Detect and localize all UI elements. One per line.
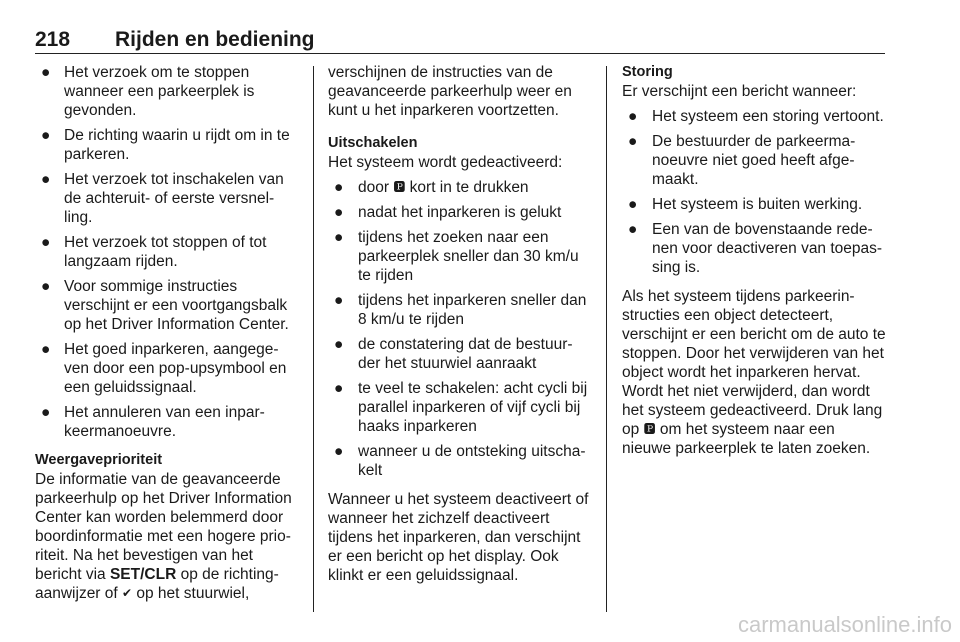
list-item: ● Het verzoek tot inschakelen van de achteruit- of eerste versnel-ling. [41, 171, 284, 226]
list-item: ● Het systeem een storing vertoont. [628, 108, 884, 125]
page-number: 218 [35, 28, 71, 51]
list-item: ● Het verzoek om te stoppen wanneer een parkeerplek is gevonden. [41, 64, 255, 119]
fault-list [622, 107, 886, 277]
watermark: carmanualsonline.info [737, 612, 952, 637]
object-detection-paragraph: Als het systeem tijdens parkeerin-structies een object detecteert, verschijnt er een bericht om de auto te stoppen. Door het verwijderen van het object wordt het inparkeren hervat. Wordt het niet verwijderd, dan wordt het systeem gedeactiveerd. Druk lang op 🅿︎ om het systeem naar een nieuwe parkeerplek te laten zoeken. [622, 288, 886, 457]
list-item: ● wanneer u de ontsteking uitscha-kelt [334, 443, 586, 479]
column-divider-1 [313, 66, 314, 612]
section-heading-display-priority: Weergaveprioriteit [35, 452, 163, 468]
list-item: ● Voor sommige instructies verschijnt er een voortgangsbalk op het Driver Information Center. [41, 278, 289, 333]
list-item: ● tijdens het zoeken naar een parkeerplek sneller dan 30 km/u te rijden [334, 229, 579, 284]
set-clr-label: SET/CLR [109, 566, 177, 583]
column-3 [622, 63, 886, 466]
column-1 [35, 63, 297, 611]
list-item: ● De bestuurder de parkeerma-noeuvre niet goed heeft afge-maakt. [628, 133, 856, 188]
list-item: ● Het annuleren van een inpar-keermanoeuvre. [41, 404, 265, 440]
list-item: ● de constatering dat de bestuur-der het stuurwiel aanraakt [334, 336, 573, 372]
list-item: ● nadat het inparkeren is gelukt [334, 204, 562, 221]
display-priority-paragraph: De informatie van de geavanceerde parkeerhulp op het Driver Information Center kan worden belemmerd door boordinformatie met een hogere prio-riteit. Na het bevestigen van het bericht via SET/CLR op de richting-aanwijzer of ✔ op het stuurwiel, [35, 471, 292, 602]
page-header [35, 28, 885, 54]
section-heading-fault: Storing [622, 64, 673, 80]
list-item: ● Het verzoek tot stoppen of tot langzaam rijden. [41, 234, 267, 270]
section-heading-deactivate: Uitschakelen [328, 135, 418, 151]
list-item: ● De richting waarin u rijdt om in te parkeren. [41, 127, 290, 163]
checkmark-icon: ✔ [122, 586, 133, 600]
deactivate-closing-paragraph: Wanneer u het systeem deactiveert of wanneer het zichzelf deactiveert tijdens het inparkeren, dan verschijnt er een bericht op het display. Ook klinkt er een geluidssignaal. [328, 491, 589, 584]
list-item: ● door 🅿︎ kort in te drukken [334, 179, 529, 196]
header-rule [35, 53, 885, 54]
list-item: ● te veel te schakelen: acht cycli bij parallel inparkeren of vijf cycli bij haaks inparkeren [334, 380, 588, 435]
park-assist-icon: 🅿︎ [643, 422, 656, 436]
list-item: ● Een van de bovenstaande rede-nen voor deactiveren van toepas-sing is. [628, 221, 883, 276]
fault-lead: Er verschijnt een bericht wanneer: [622, 83, 857, 100]
list-item: ● Het goed inparkeren, aangege-ven door een pop-upsymbool en een geluidssignaal. [41, 341, 287, 396]
chapter-title: Rijden en bediening [115, 28, 315, 51]
deactivate-lead: Het systeem wordt gedeactiveerd: [328, 154, 563, 171]
list-item: ● Het systeem is buiten werking. [628, 196, 863, 213]
column-2 [328, 63, 590, 593]
park-assist-icon: 🅿︎ [393, 180, 406, 194]
display-items-list [35, 63, 297, 441]
column-divider-2 [606, 66, 607, 612]
continuation-paragraph: verschijnen de instructies van de geavanceerde parkeerhulp weer en kunt u het inparkeren voortzetten. [328, 64, 572, 119]
list-item: ● tijdens het inparkeren sneller dan 8 km/u te rijden [334, 292, 587, 328]
deactivate-list [328, 178, 590, 480]
